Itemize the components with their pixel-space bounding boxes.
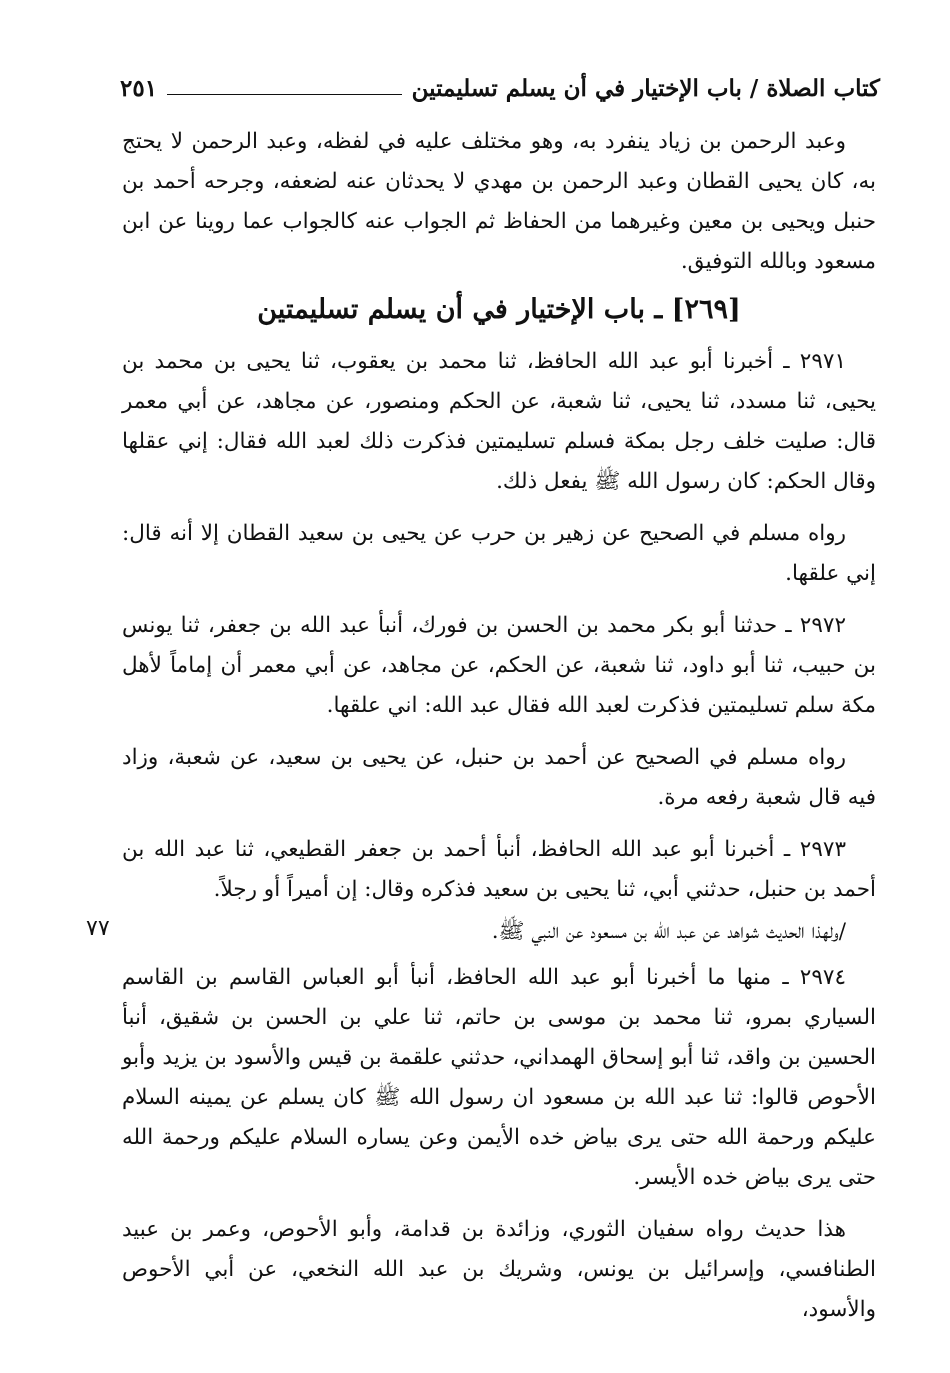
chapter-title: [٢٦٩] ـ باب الإختيار في أن يسلم تسليمتين xyxy=(257,294,741,325)
margin-volume-page-number: ٧٧ xyxy=(86,916,110,941)
hadith-2973: ٢٩٧٣ ـ أخبرنا أبو عبد الله الحافظ، أنبأ أحمد بن جعفر القطيعي، ثنا عبد الله بن أحمد بن حنبل، حدثني أبي، ثنا يحيى بن سعيد فذكره وقال: إن أميراً أو رجلاً. xyxy=(122,837,876,902)
header-title: كتاب الصلاة / باب الإختيار في أن يسلم تسليمتين xyxy=(411,74,880,102)
paragraph-continuation: وعبد الرحمن بن زياد ينفرد به، وهو مختلف عليه في لفظه، وعبد الرحمن لا يحتج به، كان يحيى القطان وعبد الرحمن بن مهدي لا يحدثان عنه لضعفه، وجرحه أحمد بن حنبل ويحيى بن معين وغيرهما من الحفاظ ثم الجواب عنه كالجواب عما روينا عن ابن مسعود وبالله التوفيق. xyxy=(122,129,876,274)
page-body xyxy=(122,122,876,1342)
page-number: ٢٥١ xyxy=(120,74,158,102)
running-header xyxy=(120,68,880,108)
supporting-note: /ولهذا الحديث شواهد عن عبد الله بن مسعود عن النبي ﷺ. xyxy=(491,919,846,944)
commentary-2972: رواه مسلم في الصحيح عن أحمد بن حنبل، عن يحيى بن سعيد، عن شعبة، وزاد فيه قال شعبة رفعه مرة. xyxy=(122,745,876,810)
hadith-2974: ٢٩٧٤ ـ منها ما أخبرنا أبو عبد الله الحافظ، أنبأ أبو العباس القاسم بن القاسم السياري بمرو، ثنا محمد بن موسى بن حاتم، ثنا علي بن الحسن بن شقيق، أنبأ الحسين بن واقد، ثنا أبو إسحاق الهمداني، حدثني علقمة بن قيس والأسود بن يزيد وأبو الأحوص قالوا: ثنا عبد الله بن مسعود ان رسول الله ﷺ كان يسلم عن يمينه السلام عليكم ورحمة الله حتى يرى بياض خده الأيمن وعن يساره السلام عليكم ورحمة الله حتى يرى بياض خده الأيسر. xyxy=(122,965,876,1190)
header-rule xyxy=(167,94,402,95)
hadith-2972: ٢٩٧٢ ـ حدثنا أبو بكر محمد بن الحسن بن فورك، أنبأ عبد الله بن جعفر، ثنا يونس بن حبيب، ثنا أبو داود، ثنا شعبة، عن الحكم، عن مجاهد، عن أبي معمر أن إماماً لأهل مكة سلم تسليمتين فذكرت لعبد الله فقال عبد الله: اني علقها. xyxy=(122,613,876,718)
commentary-2971: رواه مسلم في الصحيح عن زهير بن حرب عن يحيى بن سعيد القطان إلا أنه قال: إني علقها. xyxy=(122,521,876,586)
commentary-2974: هذا حديث رواه سفيان الثوري، وزائدة بن قدامة، وأبو الأحوص، وعمر بن عبيد الطنافسي، وإسرائيل بن يونس، وشريك بن عبد الله النخعي، عن أبي الأحوص والأسود، xyxy=(122,1217,876,1322)
hadith-2971: ٢٩٧١ ـ أخبرنا أبو عبد الله الحافظ، ثنا محمد بن يعقوب، ثنا يحيى بن محمد بن يحيى، ثنا مسدد، ثنا يحيى، ثنا شعبة، عن الحكم ومنصور، عن مجاهد، عن أبي معمر قال: صليت خلف رجل بمكة فسلم تسليمتين فذكرت ذلك لعبد الله فقال: إني عقلها وقال الحكم: كان رسول الله ﷺ يفعل ذلك. xyxy=(122,349,876,494)
